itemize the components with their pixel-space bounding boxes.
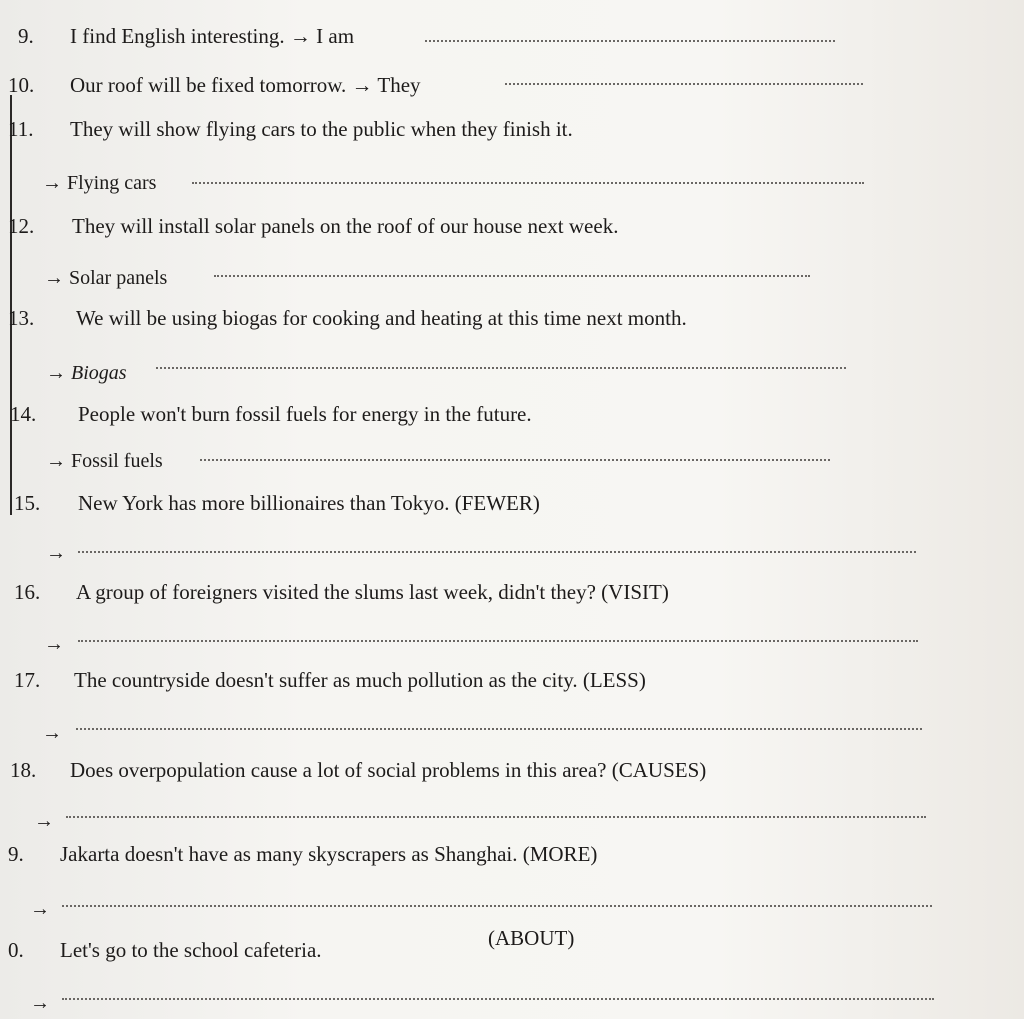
question-text: Does overpopulation cause a lot of social problems in this area? (CAUSES) [70, 758, 707, 782]
answer-prefix: → [46, 542, 66, 564]
question-12 [8, 214, 618, 239]
question-text: Jakarta doesn't have as many skyscrapers as Shanghai. (MORE) [60, 842, 598, 866]
question-number: 12. [8, 214, 35, 238]
question-text: The countryside doesn't suffer as much pollution as the city. (LESS) [74, 668, 646, 692]
question-text: I find English interesting. → I am [70, 24, 355, 48]
answer-prefix: → [42, 722, 62, 744]
answer-prefix: → [30, 898, 50, 920]
question-number: 13. [8, 306, 35, 330]
question-number: 14. [10, 402, 37, 426]
answer-line[interactable] [425, 40, 835, 42]
answer-line[interactable] [156, 367, 846, 369]
question-17 [14, 668, 646, 693]
answer-prefix: → Solar panels [44, 267, 168, 289]
question-text: New York has more billionaires than Tokyo. (FEWER) [78, 491, 540, 515]
question-14 [10, 402, 532, 427]
question-9 [18, 24, 354, 49]
answer-line[interactable] [78, 551, 916, 553]
question-number: 11. [8, 117, 34, 141]
question-number: 0. [8, 938, 24, 962]
question-text: Let's go to the school cafeteria. [60, 938, 322, 962]
question-13 [8, 306, 687, 331]
question-text: They will show flying cars to the public when they finish it. [70, 117, 573, 141]
question-text: Our roof will be fixed tomorrow. → They [70, 73, 421, 97]
question-20 [8, 938, 322, 963]
answer-prefix: → [34, 810, 54, 832]
question-number: 15. [14, 491, 41, 515]
question-15 [14, 491, 540, 516]
answer-line[interactable] [192, 182, 864, 184]
question-10 [8, 73, 421, 98]
question-text: A group of foreigners visited the slums last week, didn't they? (VISIT) [76, 580, 669, 604]
question-number: 9. [8, 842, 24, 866]
question-number: 18. [10, 758, 37, 782]
keyword-hint: (ABOUT) [488, 926, 575, 950]
question-number: 17. [14, 668, 41, 692]
answer-line[interactable] [76, 728, 922, 730]
answer-line[interactable] [62, 998, 934, 1000]
answer-prefix: → Fossil fuels [46, 450, 163, 472]
answer-prefix: → [44, 633, 64, 655]
answer-line[interactable] [78, 640, 918, 642]
question-16 [14, 580, 669, 605]
question-19 [8, 842, 597, 867]
question-18 [10, 758, 706, 783]
answer-line[interactable] [214, 275, 810, 277]
question-text: We will be using biogas for cooking and heating at this time next month. [76, 306, 687, 330]
answer-line[interactable] [62, 905, 932, 907]
answer-prefix: → [30, 992, 50, 1014]
question-11 [8, 117, 573, 142]
question-number: 10. [8, 73, 35, 97]
answer-prefix: → Biogas [46, 362, 127, 384]
question-number: 16. [14, 580, 41, 604]
margin-line [10, 95, 12, 515]
answer-line[interactable] [505, 83, 863, 85]
question-number: 9. [18, 24, 34, 48]
answer-prefix: → Flying cars [42, 172, 157, 194]
answer-line[interactable] [200, 459, 830, 461]
answer-line[interactable] [66, 816, 926, 818]
question-text: People won't burn fossil fuels for energy in the future. [78, 402, 532, 426]
question-text: They will install solar panels on the roof of our house next week. [72, 214, 619, 238]
